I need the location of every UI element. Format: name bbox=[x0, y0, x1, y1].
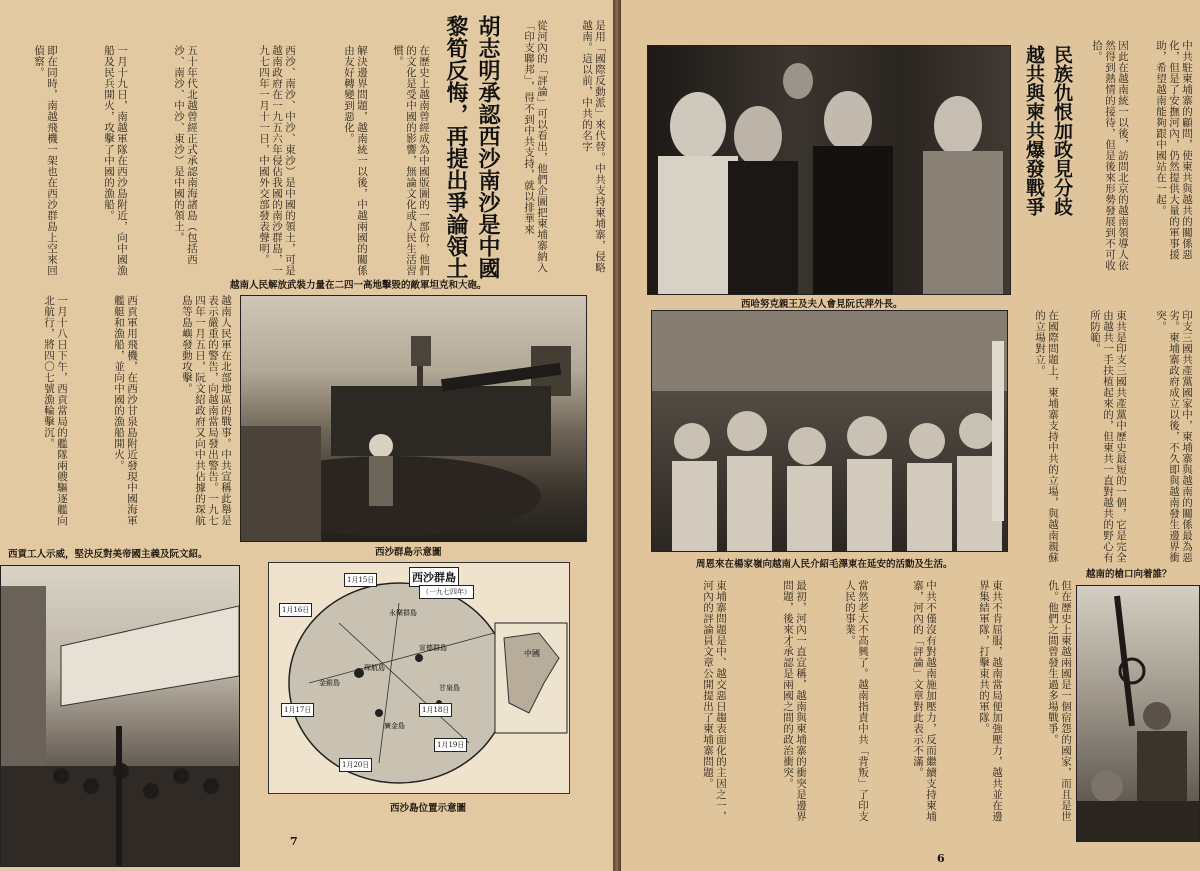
map-place: 永樂群島 bbox=[389, 609, 417, 617]
map-title: 西沙群島 bbox=[409, 567, 459, 587]
body-column: 東共不肯屈服，越南當局便加強壓力，越共並在邊界集結軍隊，打擊東共的軍隊。 bbox=[978, 580, 1003, 822]
crowd-image bbox=[652, 311, 1007, 551]
map-date-tag: 1月19日 bbox=[434, 738, 467, 752]
map-place: 宣德群島 bbox=[419, 644, 447, 652]
map-caption-small: 西沙群島示意圖 bbox=[375, 547, 442, 558]
body-column: 解決邊界問題，越南統一以後，中越兩國的關係由友好轉變到惡化。 bbox=[343, 45, 368, 276]
body-column: 中共駐柬埔寨的顧問，使柬共與越共的關係惡化，但是了安撫河內，仍然提供大量的軍事援助，希望越南能夠跟中國站在一起。 bbox=[1155, 40, 1193, 260]
map-date-tag: 1月17日 bbox=[281, 703, 314, 717]
photo-caption: 西哈努克親王及夫人會見阮氏萍外長。 bbox=[741, 299, 903, 310]
body-column: 一月十九日，南越軍隊在西沙島附近，向中國漁船及民兵開火，攻擊了中國的漁船。 bbox=[103, 45, 128, 276]
body-column: 即在同時，南越飛機一架也在西沙群島上空來回偵察。 bbox=[33, 45, 58, 276]
body-column: 西貢軍用飛機，在西沙甘泉島附近發現中國海軍艦艇和漁船，並向中國的漁船開火。 bbox=[113, 295, 138, 526]
headline: 越共與柬共爆發戰爭 bbox=[1023, 45, 1045, 216]
anti-aircraft-photo bbox=[1076, 585, 1200, 842]
map-subtitle: （一九七四年） bbox=[419, 585, 474, 599]
tank-photo-image bbox=[241, 296, 586, 541]
map-place: 琛航島 bbox=[364, 664, 385, 672]
page-number: 7 bbox=[290, 835, 298, 848]
body-column: 最初，河內一直宣稱，越南與柬埔寨的衝突是邊界問題，後來才承認是兩國之間的政治衝突。 bbox=[782, 580, 807, 822]
map-date-tag: 1月18日 bbox=[419, 703, 452, 717]
photo-caption: 周恩來在楊家嶺向越南人民介紹毛澤東在延安的活動及生活。 bbox=[696, 559, 953, 570]
body-column: 中共不僅沒有對越南施加壓力，反而繼續支持柬埔寨，河內的「評論」文章對此表示不滿。 bbox=[912, 580, 937, 822]
body-column: 在國際問題上，柬埔寨支持中共的立場，與越南親蘇的立場對立。 bbox=[1034, 310, 1059, 563]
book-gutter bbox=[613, 0, 621, 871]
body-column: 但在歷史上柬越兩國是一個宿怨的國家，而且是世仇。他們之間曾發生過多場戰爭。 bbox=[1047, 580, 1072, 822]
body-column: 從河內的「評論」可以看出，他們企圖把柬埔寨納入「印支聯邦」，得不到中共支持，就以排華來 bbox=[523, 20, 548, 273]
body-column: 東埔寨問題是中、越交惡日趨表面化的主因之一，河內的評論員文章公開提出了柬埔寨問題。 bbox=[702, 580, 727, 822]
headline: 黎筍反悔，再提出爭論領土 bbox=[443, 15, 468, 279]
map-place: 廣金島 bbox=[384, 722, 405, 730]
photo-caption: 西貢工人示威，堅決反對美帝國主義及阮文紹。 bbox=[8, 549, 208, 560]
anti-aircraft-image bbox=[1077, 586, 1199, 841]
body-column: 印支三國共產黨國家中，柬埔寨與越南的關係最為惡劣。柬埔寨政府成立以後，不久即與越南發生邊界衝突。 bbox=[1155, 310, 1193, 563]
body-column: 五十年代北越曾經正式承認南海諸島（包括西沙、南沙、中沙、東沙）是中國的領土。 bbox=[173, 45, 198, 265]
map-date-tag: 1月15日 bbox=[344, 573, 377, 587]
photo-caption: 越南人民解放武裝力量在二四一高地擊毀的敵軍坦克和大砲。 bbox=[230, 280, 487, 291]
map-date-tag: 1月20日 bbox=[339, 758, 372, 772]
body-column: 是用「國際反動派」來代替。中共支持柬埔寨，侵略越南。這以前，中共的名字 bbox=[581, 20, 606, 273]
headline: 民族仇恨加政見分歧 bbox=[1051, 45, 1073, 216]
meeting-photo bbox=[647, 45, 1011, 295]
body-column: 西沙、南沙、中沙、東沙）是中國的領土，可是越南政府在一九五六年侵佔我國的南沙群島，一九七四年一月十一日，中國外交部發表聲明。 bbox=[258, 45, 296, 276]
map-place: 金銀島 bbox=[319, 679, 340, 687]
map-place: 甘泉島 bbox=[439, 684, 460, 692]
map-date-tag: 1月16日 bbox=[279, 603, 312, 617]
meeting-image bbox=[648, 46, 1010, 294]
body-column: 越南人民軍在北部地區的戰事。中共宣稱此舉是表示嚴重的警告，向越南當局發出警告。一九七四年一月五日，阮文紹政府又向中共佔據的琛航島等島嶼發動攻擊。 bbox=[181, 295, 232, 526]
body-column: 在歷史上越南曾經成為中國版圖的一部份，他們的文化是受中國的影響，無論文化或人民生活習慣。 bbox=[392, 45, 430, 276]
body-column: 因此在越南統一以後，訪問北京的越南領導人依然得到熱情的接待，但是後來形勢發展到不可收拾。 bbox=[1091, 40, 1129, 271]
crowd-photo bbox=[651, 310, 1008, 552]
page-number: 6 bbox=[937, 852, 945, 865]
demonstration-image bbox=[1, 566, 239, 866]
headline: 胡志明承認西沙南沙是中國 bbox=[475, 15, 500, 279]
body-column: 一月十八日下午，西貢當局的艦隊兩艘驅逐艦向北航行，將四〇七號漁輪擊沉。 bbox=[43, 295, 68, 526]
tank-photo bbox=[240, 295, 587, 542]
photo-caption: 越南的槍口向着誰？ bbox=[1086, 569, 1172, 580]
map-inset-label: 中國 bbox=[524, 649, 540, 658]
right-page bbox=[621, 0, 1200, 871]
body-column: 東共是印支三國共產黨中歷史最短的一個，它是完全由越共一手扶植起來的，但柬共一直對越共的野心有所防範。 bbox=[1089, 310, 1127, 563]
xisha-map bbox=[268, 562, 570, 794]
body-column: 當然老大不高興了。越南指責中共「背叛」了印支人民的事業。 bbox=[844, 580, 869, 822]
map-caption: 西沙島位置示意圖 bbox=[390, 803, 467, 814]
demonstration-photo bbox=[0, 565, 240, 867]
